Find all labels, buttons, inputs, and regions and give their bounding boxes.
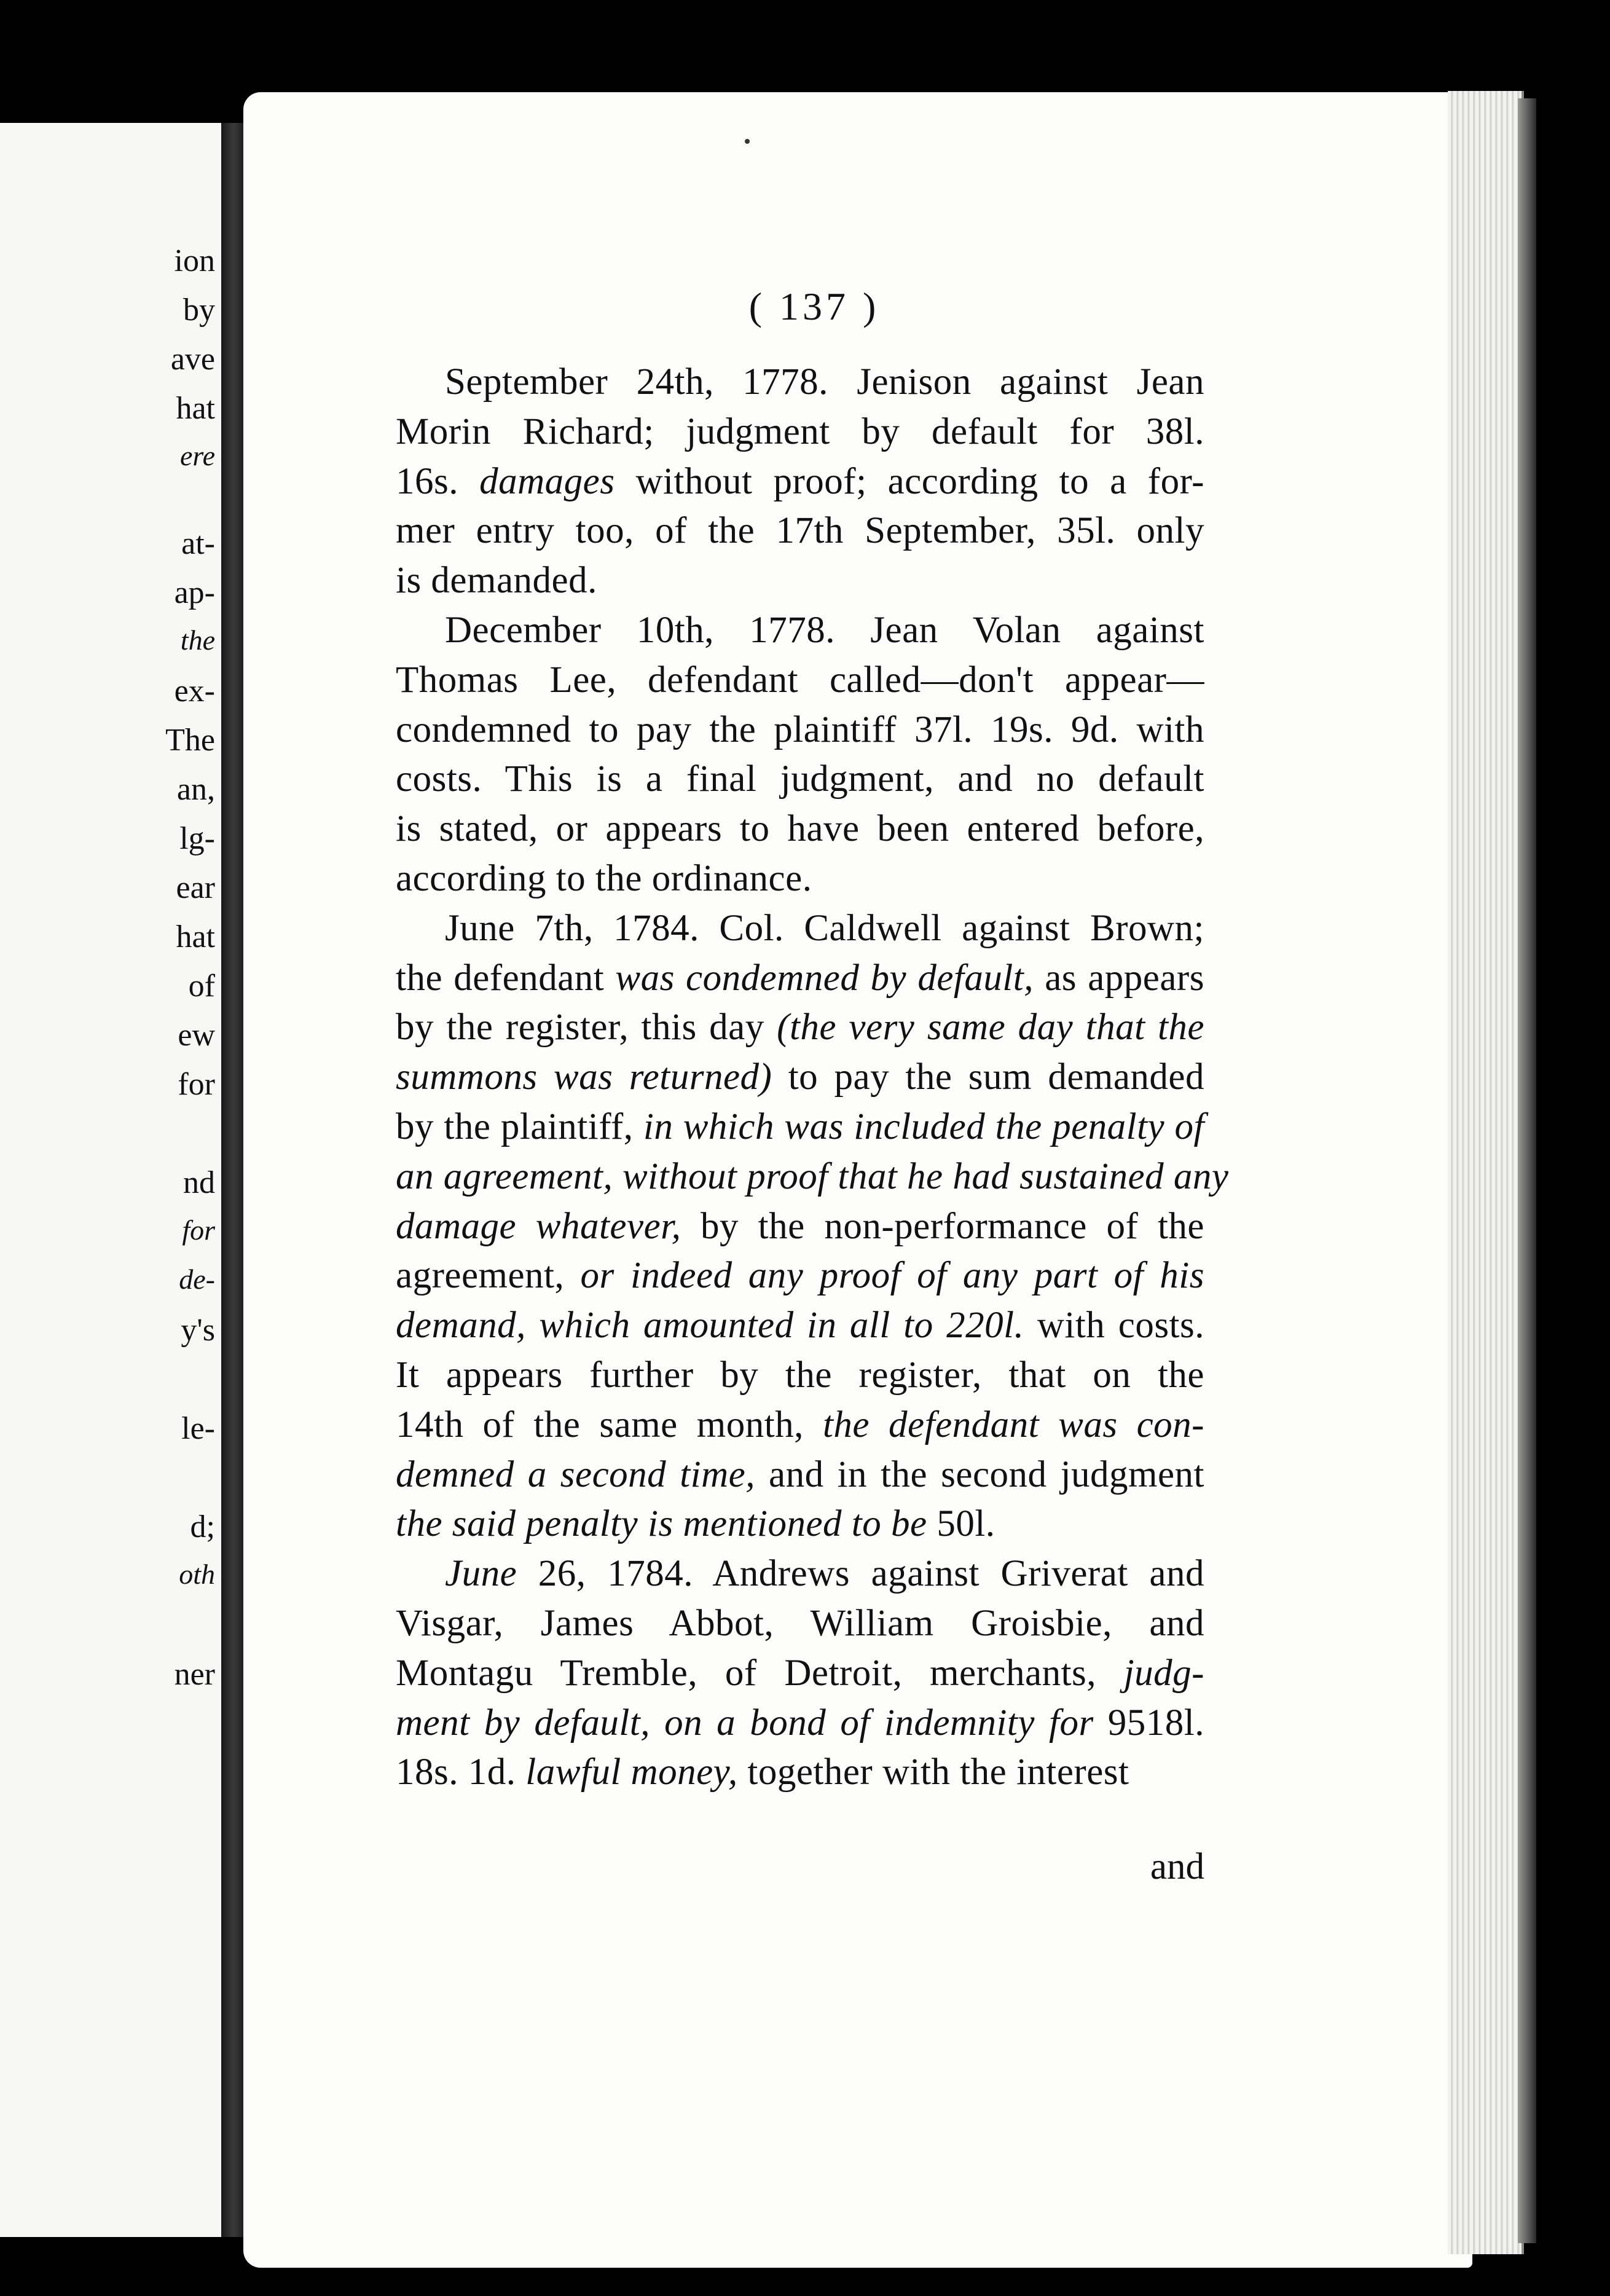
text-run: with costs. bbox=[1024, 1305, 1204, 1347]
paragraph bbox=[396, 1549, 1204, 1798]
previous-page-fragment: ew bbox=[178, 1018, 215, 1053]
text-line bbox=[396, 1301, 1204, 1351]
text-line bbox=[396, 1053, 1204, 1103]
text-run: and in the second judgment bbox=[755, 1453, 1204, 1495]
italic-text: demned a second time, bbox=[396, 1453, 755, 1495]
italic-text: the said penalty is mentioned to be bbox=[396, 1503, 927, 1545]
text-line bbox=[396, 606, 1204, 656]
text-line bbox=[396, 656, 1204, 706]
previous-page-fragment: an, bbox=[176, 772, 215, 807]
previous-page-fragment: ear bbox=[176, 870, 215, 905]
text-line bbox=[396, 1450, 1204, 1500]
text-line bbox=[396, 358, 1204, 407]
text-run: Visgar, James Abbot, William Groisbie, and bbox=[396, 1602, 1204, 1644]
previous-page-fragment: The bbox=[165, 723, 215, 758]
text-run: costs. This is a final judgment, and no default bbox=[396, 758, 1204, 800]
text-line bbox=[396, 954, 1204, 1004]
italic-text: the defendant was con- bbox=[822, 1404, 1204, 1445]
previous-page-fragment: lg- bbox=[179, 821, 215, 856]
previous-page-fragment: the bbox=[180, 624, 215, 656]
text-run: is stated, or appears to have been entered before, bbox=[396, 808, 1204, 850]
text-run: December 10th, 1778. Jean Volan against bbox=[445, 609, 1204, 651]
text-run: 14th of the same month, bbox=[396, 1404, 823, 1445]
text-run: mer entry too, of the 17th September, 35l. only bbox=[396, 510, 1204, 552]
previous-page-fragment: ave bbox=[170, 342, 215, 377]
ink-speck bbox=[745, 139, 750, 144]
previous-page-fragment: at- bbox=[181, 526, 215, 561]
previous-page-fragment: oth bbox=[179, 1559, 215, 1590]
text-line bbox=[396, 1351, 1204, 1401]
text-run: by the non-performance of the bbox=[681, 1205, 1205, 1247]
previous-page-fragment: for bbox=[182, 1214, 215, 1246]
text-run: June 7th, 1784. Col. Caldwell against Brown; bbox=[445, 907, 1204, 949]
text-run: as appears bbox=[1033, 957, 1204, 999]
italic-text: in which was included the penalty of bbox=[643, 1106, 1204, 1147]
previous-page-fragment: of bbox=[188, 969, 215, 1004]
text-run: by the register, this day bbox=[396, 1007, 777, 1048]
italic-text: June bbox=[445, 1553, 517, 1595]
previous-page bbox=[0, 123, 225, 2237]
text-run: Thomas Lee, defendant called—don't appear— bbox=[396, 659, 1204, 701]
italic-text: demand, which amounted in all to 220l. bbox=[396, 1305, 1024, 1347]
previous-page-fragment: le- bbox=[181, 1411, 215, 1446]
text-run: the defendant bbox=[396, 957, 616, 999]
text-line bbox=[396, 457, 1204, 507]
italic-text: damages bbox=[479, 460, 615, 502]
italic-text: lawful money, bbox=[525, 1751, 738, 1793]
previous-page-fragment: de- bbox=[179, 1264, 215, 1295]
text-line bbox=[396, 1500, 1204, 1549]
text-line bbox=[396, 506, 1204, 556]
text-run: to pay the sum demanded bbox=[772, 1056, 1204, 1098]
text-line bbox=[396, 1401, 1204, 1450]
previous-page-fragment: hat bbox=[176, 919, 215, 954]
paragraph bbox=[396, 358, 1204, 606]
text-line bbox=[396, 1649, 1204, 1699]
text-line bbox=[396, 755, 1204, 804]
text-run: 26, 1784. Andrews against Griverat and bbox=[517, 1553, 1204, 1595]
text-run: Morin Richard; judgment by default for 38l. bbox=[396, 411, 1204, 452]
previous-page-fragment: ion bbox=[174, 243, 215, 278]
text-run: condemned to pay the plaintiff 37l. 19s. 9d. with bbox=[396, 709, 1204, 750]
text-run: together with the interest bbox=[737, 1751, 1129, 1793]
text-line bbox=[396, 1748, 1204, 1798]
text-run: 16s. bbox=[396, 460, 480, 502]
previous-page-fragment: ex- bbox=[174, 674, 215, 709]
page-body-text bbox=[396, 358, 1229, 1798]
italic-text: judg- bbox=[1123, 1652, 1204, 1694]
text-line bbox=[396, 854, 1204, 904]
text-line bbox=[396, 904, 1204, 954]
text-run: agreement, bbox=[396, 1255, 581, 1297]
text-run: is demanded. bbox=[396, 560, 597, 602]
page-number: ( 137 ) bbox=[748, 285, 880, 328]
previous-page-fragment: hat bbox=[176, 391, 215, 426]
text-line bbox=[396, 1152, 1229, 1202]
catchword: and bbox=[1150, 1846, 1204, 1887]
previous-page-fragment: by bbox=[183, 293, 215, 328]
previous-page-fragment: ere bbox=[179, 440, 215, 471]
text-run: by the plaintiff, bbox=[396, 1106, 643, 1147]
text-line bbox=[396, 1003, 1204, 1053]
previous-page-fragment: y's bbox=[181, 1313, 215, 1348]
text-line bbox=[396, 1699, 1204, 1748]
previous-page-fragment: for bbox=[178, 1067, 215, 1102]
italic-text: was condemned by default, bbox=[615, 957, 1034, 999]
italic-text: or indeed any proof of any part of his bbox=[580, 1255, 1204, 1297]
text-line bbox=[396, 1251, 1204, 1301]
italic-text: damage whatever, bbox=[396, 1205, 681, 1247]
text-run: without proof; according to a for- bbox=[615, 460, 1204, 502]
text-run: 50l. bbox=[927, 1503, 995, 1545]
italic-text: summons was returned) bbox=[396, 1056, 772, 1098]
text-run: Montagu Tremble, of Detroit, merchants, bbox=[396, 1652, 1124, 1694]
italic-text: an agreement, without proof that he had sustained any bbox=[396, 1155, 1229, 1197]
text-line bbox=[396, 1549, 1204, 1599]
italic-text: (the very same day that the bbox=[777, 1007, 1204, 1048]
text-line bbox=[396, 556, 1204, 606]
book-gutter bbox=[221, 123, 246, 2237]
text-run: It appears further by the register, that on the bbox=[396, 1354, 1204, 1396]
paragraph bbox=[396, 904, 1229, 1549]
text-line bbox=[396, 804, 1204, 854]
text-line bbox=[396, 1202, 1204, 1252]
page-fore-edge bbox=[1448, 91, 1524, 2254]
previous-page-fragment: d; bbox=[190, 1509, 215, 1544]
previous-page-fragment: nd bbox=[183, 1165, 215, 1200]
text-line bbox=[396, 1103, 1204, 1152]
fore-edge-shadow bbox=[1518, 98, 1536, 2243]
text-line bbox=[396, 1599, 1204, 1649]
text-line bbox=[396, 407, 1204, 457]
text-run: 18s. 1d. bbox=[396, 1751, 526, 1793]
italic-text: ment by default, on a bond of indemnity for bbox=[396, 1702, 1094, 1744]
text-line bbox=[396, 706, 1204, 755]
text-run: September 24th, 1778. Jenison against Jean bbox=[445, 361, 1204, 403]
previous-page-fragment: ner bbox=[174, 1657, 215, 1692]
text-run: according to the ordinance. bbox=[396, 857, 812, 899]
previous-page-fragment: ap- bbox=[174, 575, 215, 610]
text-run: 9518l. bbox=[1093, 1702, 1205, 1744]
paragraph bbox=[396, 606, 1204, 904]
